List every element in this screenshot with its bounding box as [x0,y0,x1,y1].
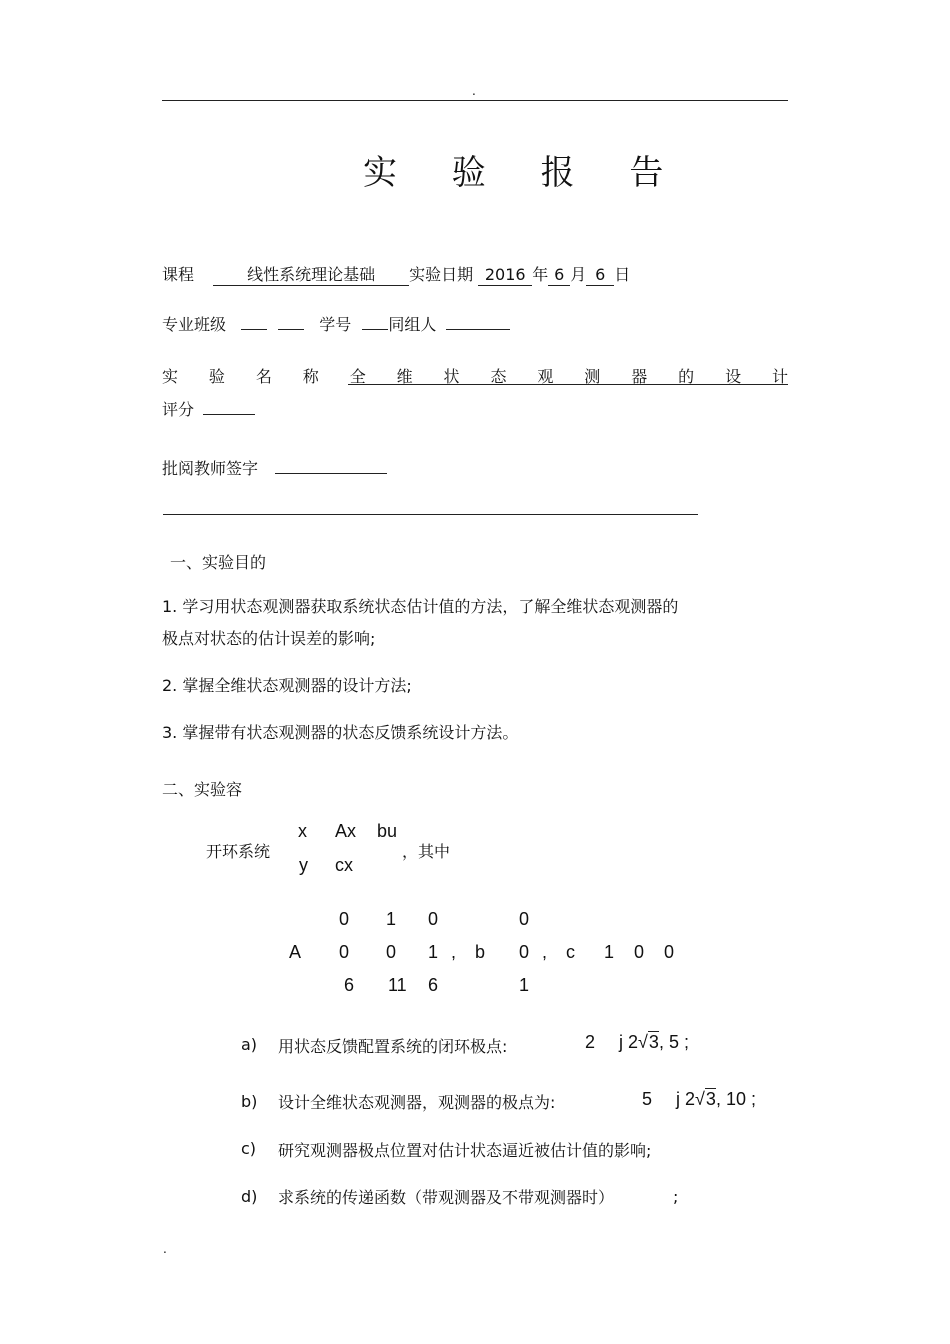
exp-name-char: 全 [349,367,366,386]
date-label: 实验日期 [409,265,474,284]
item-letter: b) [241,1092,258,1111]
where-text: ，其中 [402,842,451,861]
exp-name-char: 计 [771,367,788,386]
eq-y: y [299,855,308,875]
pole-rest: , 5 ; [658,1032,689,1052]
student-id-blank[interactable] [362,313,388,330]
exp-name-char: 态 [490,367,507,386]
exp-name-char: 的 [678,367,695,386]
student-id-label: 学号 [319,315,352,334]
page-title: 实 验 报 告 [363,153,686,193]
course-value: 线性系统理论基础 [213,266,409,286]
section1-heading: 一、实验目的 [170,553,267,572]
section-divider [163,514,698,515]
score-blank[interactable] [203,398,255,415]
b-cell: 1 [519,975,530,995]
objective-3: 3. 掌握带有状态观测器的状态反馈系统设计方法。 [162,723,519,742]
eq-Ax: Ax [335,821,357,841]
month-unit: 月 [570,265,587,284]
exp-name-label-char: 验 [208,367,225,386]
item-text: 设计全维状态观测器，观测器的极点为: [278,1093,556,1112]
eq-cx: cx [335,855,353,875]
teacher-sign-label: 批阅教师签字 [162,459,259,478]
A-cell: 1 [386,909,397,929]
header-rule [162,100,788,101]
sqrt-symbol: √3 [695,1089,716,1109]
pole-value [642,1089,756,1110]
sqrt-radicand: 3 [705,1089,716,1109]
major-blank-2[interactable] [278,313,304,330]
pole-value [585,1032,689,1053]
date-day: 6 [586,266,614,286]
exp-name-char: 状 [443,367,460,386]
pole-imag: j 2 [676,1089,696,1109]
experiment-name-underline [348,384,788,385]
sqrt-symbol: √3 [638,1032,659,1052]
pole-real: 2 [585,1032,596,1052]
exp-name-char: 设 [725,367,742,386]
year-unit: 年 [532,265,549,284]
major-blank-1[interactable] [241,313,267,330]
exp-name-label-char: 实 [162,367,179,386]
item-text: 研究观测器极点位置对估计状态逼近被估计值的影响; [278,1141,652,1160]
header-dot: . [472,84,476,98]
eq-bu: bu [377,821,398,841]
c-label: c [566,942,575,962]
course-line [162,262,630,286]
teacher-sign-blank[interactable] [275,457,387,474]
pole-imag: j 2 [619,1032,639,1052]
sqrt-radicand: 3 [648,1032,659,1052]
date-year: 2016 [478,266,532,286]
course-label: 课程 [162,265,195,284]
open-loop-label: 开环系统 [206,842,271,861]
item-letter: d) [241,1187,258,1206]
exp-name-char: 测 [584,367,601,386]
A-label: A [289,942,302,962]
footer-dot: . [163,1242,167,1256]
A-cell: 11 [388,975,407,995]
exp-name-label-char: 称 [302,367,319,386]
exp-name-char: 观 [537,367,554,386]
A-cell: 1 [428,942,439,962]
objective-1-line1: 1. 学习用状态观测器获取系统状态估计值的方法，了解全维状态观测器的 [162,597,679,616]
item-letter: c) [241,1139,257,1158]
group-label: 同组人 [388,315,437,334]
score-line [162,397,255,420]
b-cell: 0 [519,942,530,962]
b-cell: 0 [519,909,530,929]
A-cell: 0 [428,909,439,929]
A-cell: 0 [339,942,350,962]
objective-2: 2. 掌握全维状态观测器的设计方法; [162,676,412,695]
exp-name-char: 维 [396,367,413,386]
c-cell: 1 [604,942,615,962]
date-month: 6 [548,266,570,286]
A-cell: 6 [344,975,355,995]
teacher-sign-line [162,456,387,479]
item-text: 用状态反馈配置系统的闭环极点: [278,1037,508,1056]
eq-x: x [298,821,307,841]
comma: , [542,942,548,962]
major-label: 专业班级 [162,315,227,334]
pole-real: 5 [642,1089,653,1109]
objective-1-line2: 极点对状态的估计误差的影响; [162,629,376,648]
exp-name-char: 器 [631,367,648,386]
A-cell: 0 [339,909,350,929]
A-cell: 0 [386,942,397,962]
pole-rest: , 10 ; [715,1089,756,1109]
section2-heading: 二、实验容 [162,780,243,799]
c-cell: 0 [634,942,645,962]
A-cell: 6 [428,975,439,995]
comma: , [451,942,457,962]
item-tail: ; [673,1187,679,1206]
c-cell: 0 [664,942,675,962]
group-blank[interactable] [446,313,510,330]
exp-name-label-char: 名 [255,367,272,386]
item-letter: a) [241,1035,258,1054]
item-text: 求系统的传递函数（带观测器及不带观测器时） [278,1188,615,1207]
score-label: 评分 [162,400,195,419]
day-unit: 日 [614,265,631,284]
b-label: b [475,942,486,962]
major-line [162,312,510,335]
